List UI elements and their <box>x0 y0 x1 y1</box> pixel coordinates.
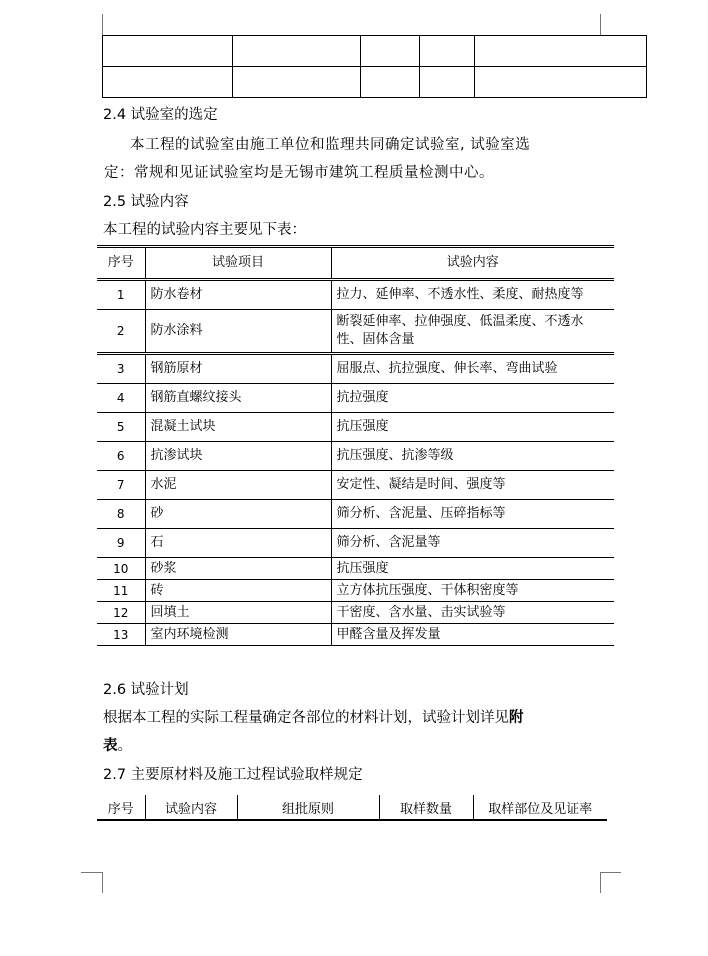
table-header-row <box>97 247 614 280</box>
row-number: 13 <box>97 624 145 646</box>
table-row <box>97 413 614 442</box>
row-content: 抗压强度 <box>331 413 614 442</box>
table-row <box>97 602 614 624</box>
paragraph-line: 定：常规和见证试验室均是无锡市建筑工程质量检测中心。 <box>104 165 494 181</box>
row-item: 室内环境检测 <box>145 624 331 646</box>
table-row <box>97 500 614 529</box>
row-content: 拉力、延伸率、不透水性、柔度、耐热度等 <box>331 280 614 310</box>
row-number: 8 <box>97 500 145 529</box>
table-header-row <box>97 795 607 820</box>
table-row <box>97 354 614 384</box>
row-number: 6 <box>97 442 145 471</box>
table-row <box>97 558 614 580</box>
row-number: 10 <box>97 558 145 580</box>
row-item: 砖 <box>145 580 331 602</box>
row-content: 立方体抗压强度、干体积密度等 <box>331 580 614 602</box>
row-item: 抗渗试块 <box>145 442 331 471</box>
row-content: 抗压强度、抗渗等级 <box>331 442 614 471</box>
header-cell: 序号 <box>97 247 145 280</box>
appendix-link-text: 表 <box>103 738 118 754</box>
row-content: 筛分析、含泥量、压碎指标等 <box>331 500 614 529</box>
row-number: 3 <box>97 354 145 384</box>
row-content: 抗拉强度 <box>331 384 614 413</box>
crop-mark-bottom-left-v <box>102 872 103 893</box>
row-number: 1 <box>97 280 145 310</box>
plan-paragraph <box>103 708 524 728</box>
row-content-line: 性、固体含量 <box>336 332 415 347</box>
row-number: 4 <box>97 384 145 413</box>
row-number: 9 <box>97 529 145 558</box>
section-heading-2-5: 2.5 试验内容 <box>103 194 189 210</box>
section-heading-2-7: 2.7 主要原材料及施工过程试验取样规定 <box>103 767 363 783</box>
test-content-table <box>97 245 614 646</box>
paragraph-line: 本工程的试验室由施工单位和监理共同确定试验室, 试验室选 <box>130 137 531 153</box>
header-cell: 序号 <box>97 795 145 820</box>
crop-mark-bottom-left-h <box>81 872 102 873</box>
plan-text: 根据本工程的实际工程量确定各部位的材料计划，试验计划详见 <box>103 710 509 726</box>
row-item: 防水卷材 <box>145 280 331 310</box>
sampling-rules-table <box>97 795 607 821</box>
crop-mark-bottom-right-v <box>600 872 601 893</box>
header-cell: 取样数量 <box>379 795 473 820</box>
table-row <box>97 442 614 471</box>
row-content <box>331 310 614 354</box>
row-item: 砂 <box>145 500 331 529</box>
crop-mark-bottom-right-h <box>600 872 621 873</box>
row-content: 筛分析、含泥量等 <box>331 529 614 558</box>
section-heading-2-4: 2.4 试验室的选定 <box>103 107 218 123</box>
table-row <box>97 624 614 646</box>
table-row <box>97 384 614 413</box>
table-row <box>97 529 614 558</box>
row-item: 防水涂料 <box>145 310 331 354</box>
header-cell: 试验内容 <box>145 795 237 820</box>
table-row <box>97 471 614 500</box>
header-cell: 试验内容 <box>331 247 614 280</box>
row-item: 钢筋直螺纹接头 <box>145 384 331 413</box>
row-item: 石 <box>145 529 331 558</box>
table-row <box>97 280 614 310</box>
row-content: 抗压强度 <box>331 558 614 580</box>
crop-mark-top-right <box>600 14 601 35</box>
plan-text-end: 。 <box>117 738 132 754</box>
row-item: 回填土 <box>145 602 331 624</box>
row-item: 砂浆 <box>145 558 331 580</box>
row-content: 干密度、含水量、击实试验等 <box>331 602 614 624</box>
table-intro: 本工程的试验内容主要见下表： <box>103 222 306 238</box>
appendix-link-text: 附 <box>509 710 524 726</box>
continued-table <box>102 35 647 98</box>
table-row <box>103 36 647 67</box>
row-number: 5 <box>97 413 145 442</box>
header-cell: 取样部位及见证率 <box>473 795 607 820</box>
crop-mark-top-left <box>102 14 103 35</box>
row-number: 2 <box>97 310 145 354</box>
row-number: 12 <box>97 602 145 624</box>
table-row <box>97 310 614 354</box>
row-item: 水泥 <box>145 471 331 500</box>
row-content: 安定性、凝结是时间、强度等 <box>331 471 614 500</box>
row-item: 混凝土试块 <box>145 413 331 442</box>
row-number: 7 <box>97 471 145 500</box>
row-item: 钢筋原材 <box>145 354 331 384</box>
table-row <box>97 580 614 602</box>
row-content: 屈服点、抗拉强度、伸长率、弯曲试验 <box>331 354 614 384</box>
plan-paragraph-cont <box>103 736 132 756</box>
header-cell: 试验项目 <box>145 247 331 280</box>
row-content: 甲醛含量及挥发量 <box>331 624 614 646</box>
section-heading-2-6: 2.6 试验计划 <box>103 682 189 698</box>
table-row <box>103 67 647 98</box>
header-cell: 组批原则 <box>237 795 379 820</box>
row-content-line: 断裂延伸率、拉伸强度、低温柔度、不透水 <box>336 314 584 329</box>
row-number: 11 <box>97 580 145 602</box>
